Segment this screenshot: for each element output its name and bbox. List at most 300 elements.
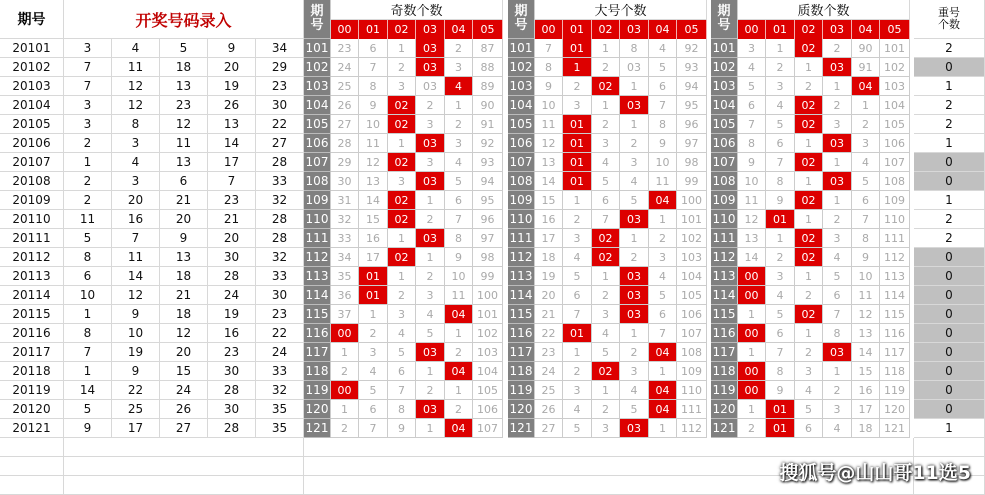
- miss-cell-big[interactable]: 2: [563, 77, 592, 96]
- draw-number[interactable]: 5: [64, 400, 112, 419]
- draw-number[interactable]: 3: [112, 134, 160, 153]
- draw-number[interactable]: 8: [64, 248, 112, 267]
- draw-number[interactable]: 14: [112, 267, 160, 286]
- repeat-count[interactable]: 2: [914, 115, 985, 134]
- miss-cell-big[interactable]: 15: [535, 191, 563, 210]
- miss-cell-big[interactable]: 1: [592, 267, 620, 286]
- miss-cell-prime[interactable]: 3: [823, 400, 852, 419]
- draw-number[interactable]: 1: [64, 153, 112, 172]
- miss-cell-odd[interactable]: 04: [445, 419, 473, 438]
- period-short-cell[interactable]: 109: [304, 191, 331, 210]
- period-cell[interactable]: 20108: [0, 172, 64, 191]
- miss-cell-big[interactable]: 3: [592, 305, 620, 324]
- miss-cell-big[interactable]: 4: [620, 172, 649, 191]
- miss-cell-odd[interactable]: 12: [359, 153, 388, 172]
- period-short-cell[interactable]: 115: [711, 305, 738, 324]
- miss-cell-prime[interactable]: 121: [880, 419, 910, 438]
- miss-cell-big[interactable]: 1: [649, 210, 677, 229]
- repeat-count[interactable]: 2: [914, 229, 985, 248]
- miss-cell-big[interactable]: 03: [620, 210, 649, 229]
- miss-cell-odd[interactable]: 5: [416, 324, 445, 343]
- miss-cell-prime[interactable]: 02: [795, 191, 823, 210]
- draw-number[interactable]: 26: [208, 96, 256, 115]
- miss-cell-prime[interactable]: 1: [823, 153, 852, 172]
- miss-cell-odd[interactable]: 9: [445, 248, 473, 267]
- period-short-cell[interactable]: 102: [304, 58, 331, 77]
- miss-cell-prime[interactable]: 1: [795, 210, 823, 229]
- miss-cell-prime[interactable]: 16: [852, 381, 880, 400]
- miss-cell-big[interactable]: 3: [620, 153, 649, 172]
- miss-cell-odd[interactable]: 26: [331, 96, 359, 115]
- miss-cell-odd[interactable]: 1: [416, 419, 445, 438]
- miss-cell-odd[interactable]: 37: [331, 305, 359, 324]
- period-short-cell[interactable]: 101: [508, 39, 535, 58]
- period-cell[interactable]: 20101: [0, 39, 64, 58]
- miss-cell-odd[interactable]: 3: [388, 77, 416, 96]
- miss-cell-odd[interactable]: 8: [359, 77, 388, 96]
- miss-cell-prime[interactable]: 3: [795, 362, 823, 381]
- draw-number[interactable]: 9: [160, 229, 208, 248]
- miss-cell-odd[interactable]: 03: [416, 343, 445, 362]
- draw-number[interactable]: 33: [256, 362, 304, 381]
- period-short-cell[interactable]: 109: [711, 191, 738, 210]
- miss-cell-big[interactable]: 94: [677, 77, 707, 96]
- miss-cell-prime[interactable]: 112: [880, 248, 910, 267]
- draw-number[interactable]: 21: [208, 210, 256, 229]
- miss-cell-prime[interactable]: 11: [852, 286, 880, 305]
- miss-cell-odd[interactable]: 101: [473, 305, 503, 324]
- miss-cell-odd[interactable]: 90: [473, 96, 503, 115]
- period-short-cell[interactable]: 113: [711, 267, 738, 286]
- miss-cell-big[interactable]: 100: [677, 191, 707, 210]
- period-short-cell[interactable]: 104: [711, 96, 738, 115]
- miss-cell-prime[interactable]: 5: [766, 305, 795, 324]
- miss-cell-odd[interactable]: 10: [445, 267, 473, 286]
- miss-cell-odd[interactable]: 5: [445, 172, 473, 191]
- miss-cell-odd[interactable]: 27: [331, 115, 359, 134]
- draw-number[interactable]: 16: [112, 210, 160, 229]
- miss-cell-prime[interactable]: 102: [880, 58, 910, 77]
- period-short-cell[interactable]: 110: [304, 210, 331, 229]
- miss-cell-prime[interactable]: 1: [795, 324, 823, 343]
- draw-number[interactable]: 32: [256, 248, 304, 267]
- period-cell[interactable]: 20112: [0, 248, 64, 267]
- draw-number[interactable]: 20: [208, 58, 256, 77]
- miss-cell-odd[interactable]: 1: [416, 362, 445, 381]
- miss-cell-prime[interactable]: 114: [880, 286, 910, 305]
- period-short-cell[interactable]: 103: [508, 77, 535, 96]
- period-short-cell[interactable]: 103: [711, 77, 738, 96]
- miss-cell-prime[interactable]: 02: [795, 39, 823, 58]
- miss-cell-odd[interactable]: 7: [359, 419, 388, 438]
- miss-cell-prime[interactable]: 7: [766, 153, 795, 172]
- miss-cell-big[interactable]: 1: [592, 381, 620, 400]
- miss-cell-big[interactable]: 4: [649, 39, 677, 58]
- miss-cell-prime[interactable]: 2: [766, 248, 795, 267]
- period-short-cell[interactable]: 117: [508, 343, 535, 362]
- miss-cell-big[interactable]: 4: [649, 267, 677, 286]
- repeat-count[interactable]: 0: [914, 381, 985, 400]
- miss-cell-odd[interactable]: 6: [388, 362, 416, 381]
- miss-cell-odd[interactable]: 23: [331, 39, 359, 58]
- miss-cell-odd[interactable]: 10: [359, 115, 388, 134]
- miss-cell-big[interactable]: 1: [620, 77, 649, 96]
- miss-cell-big[interactable]: 1: [563, 58, 592, 77]
- miss-cell-odd[interactable]: 33: [331, 229, 359, 248]
- miss-cell-big[interactable]: 9: [535, 77, 563, 96]
- miss-cell-big[interactable]: 5: [592, 172, 620, 191]
- draw-number[interactable]: 1: [64, 362, 112, 381]
- miss-cell-prime[interactable]: 3: [766, 77, 795, 96]
- period-cell[interactable]: 20117: [0, 343, 64, 362]
- miss-cell-big[interactable]: 3: [563, 229, 592, 248]
- repeat-count[interactable]: 0: [914, 153, 985, 172]
- miss-cell-odd[interactable]: 02: [388, 96, 416, 115]
- draw-number[interactable]: 20: [112, 191, 160, 210]
- miss-cell-prime[interactable]: 3: [738, 39, 766, 58]
- repeat-count[interactable]: 1: [914, 77, 985, 96]
- miss-cell-odd[interactable]: 00: [331, 324, 359, 343]
- period-short-cell[interactable]: 107: [711, 153, 738, 172]
- miss-cell-big[interactable]: 4: [563, 248, 592, 267]
- miss-cell-prime[interactable]: 2: [738, 419, 766, 438]
- miss-cell-prime[interactable]: 2: [823, 39, 852, 58]
- miss-cell-odd[interactable]: 7: [388, 381, 416, 400]
- draw-number[interactable]: 12: [112, 77, 160, 96]
- miss-cell-odd[interactable]: 2: [331, 419, 359, 438]
- period-cell[interactable]: 20111: [0, 229, 64, 248]
- miss-cell-prime[interactable]: 01: [766, 210, 795, 229]
- miss-cell-big[interactable]: 2: [592, 286, 620, 305]
- miss-cell-big[interactable]: 01: [563, 134, 592, 153]
- miss-cell-odd[interactable]: 11: [445, 286, 473, 305]
- draw-number[interactable]: 27: [160, 419, 208, 438]
- miss-cell-prime[interactable]: 04: [852, 77, 880, 96]
- miss-cell-odd[interactable]: 11: [359, 134, 388, 153]
- draw-number[interactable]: 9: [64, 419, 112, 438]
- period-short-cell[interactable]: 104: [304, 96, 331, 115]
- miss-cell-odd[interactable]: 17: [359, 248, 388, 267]
- period-short-cell[interactable]: 103: [304, 77, 331, 96]
- period-short-cell[interactable]: 110: [711, 210, 738, 229]
- miss-cell-big[interactable]: 5: [649, 58, 677, 77]
- miss-cell-big[interactable]: 1: [620, 115, 649, 134]
- draw-number[interactable]: 23: [160, 96, 208, 115]
- miss-cell-prime[interactable]: 5: [795, 400, 823, 419]
- miss-cell-big[interactable]: 7: [649, 324, 677, 343]
- miss-cell-big[interactable]: 11: [649, 172, 677, 191]
- miss-cell-prime[interactable]: 7: [766, 343, 795, 362]
- miss-cell-odd[interactable]: 1: [359, 305, 388, 324]
- draw-number[interactable]: 4: [112, 153, 160, 172]
- miss-cell-odd[interactable]: 2: [416, 210, 445, 229]
- miss-cell-prime[interactable]: 2: [795, 77, 823, 96]
- miss-cell-prime[interactable]: 13: [738, 229, 766, 248]
- draw-number[interactable]: 13: [160, 77, 208, 96]
- miss-cell-prime[interactable]: 03: [823, 58, 852, 77]
- miss-cell-odd[interactable]: 3: [359, 343, 388, 362]
- draw-number[interactable]: 12: [160, 115, 208, 134]
- miss-cell-odd[interactable]: 25: [331, 77, 359, 96]
- miss-cell-big[interactable]: 16: [535, 210, 563, 229]
- miss-cell-odd[interactable]: 04: [445, 305, 473, 324]
- miss-cell-prime[interactable]: 1: [738, 343, 766, 362]
- miss-cell-prime[interactable]: 1: [852, 96, 880, 115]
- period-short-cell[interactable]: 111: [711, 229, 738, 248]
- draw-number[interactable]: 35: [256, 419, 304, 438]
- period-cell[interactable]: 20114: [0, 286, 64, 305]
- miss-cell-prime[interactable]: 1: [795, 134, 823, 153]
- miss-cell-odd[interactable]: 95: [473, 191, 503, 210]
- miss-cell-big[interactable]: 103: [677, 248, 707, 267]
- period-short-cell[interactable]: 108: [711, 172, 738, 191]
- miss-cell-odd[interactable]: 01: [359, 267, 388, 286]
- draw-number[interactable]: 3: [64, 115, 112, 134]
- miss-cell-prime[interactable]: 2: [823, 381, 852, 400]
- period-short-cell[interactable]: 119: [711, 381, 738, 400]
- period-short-cell[interactable]: 101: [304, 39, 331, 58]
- miss-cell-big[interactable]: 7: [563, 305, 592, 324]
- miss-cell-big[interactable]: 02: [592, 77, 620, 96]
- draw-number[interactable]: 18: [160, 305, 208, 324]
- miss-cell-big[interactable]: 2: [563, 362, 592, 381]
- miss-cell-prime[interactable]: 105: [880, 115, 910, 134]
- miss-cell-odd[interactable]: 96: [473, 210, 503, 229]
- period-short-cell[interactable]: 102: [711, 58, 738, 77]
- miss-cell-odd[interactable]: 35: [331, 267, 359, 286]
- miss-cell-prime[interactable]: 1: [823, 191, 852, 210]
- draw-number[interactable]: 30: [208, 362, 256, 381]
- miss-cell-prime[interactable]: 2: [795, 286, 823, 305]
- draw-number[interactable]: 18: [160, 267, 208, 286]
- miss-cell-prime[interactable]: 4: [823, 419, 852, 438]
- draw-number[interactable]: 25: [112, 400, 160, 419]
- draw-number[interactable]: 24: [208, 286, 256, 305]
- miss-cell-prime[interactable]: 3: [823, 115, 852, 134]
- miss-cell-big[interactable]: 10: [649, 153, 677, 172]
- miss-cell-prime[interactable]: 03: [823, 172, 852, 191]
- draw-number[interactable]: 33: [256, 172, 304, 191]
- miss-cell-big[interactable]: 107: [677, 324, 707, 343]
- miss-cell-prime[interactable]: 2: [823, 210, 852, 229]
- miss-cell-prime[interactable]: 02: [795, 248, 823, 267]
- draw-number[interactable]: 24: [160, 381, 208, 400]
- miss-cell-big[interactable]: 99: [677, 172, 707, 191]
- miss-cell-odd[interactable]: 99: [473, 267, 503, 286]
- miss-cell-big[interactable]: 4: [592, 324, 620, 343]
- period-cell[interactable]: 20104: [0, 96, 64, 115]
- repeat-count[interactable]: 0: [914, 305, 985, 324]
- miss-cell-big[interactable]: 02: [592, 229, 620, 248]
- repeat-count[interactable]: 0: [914, 267, 985, 286]
- miss-cell-odd[interactable]: 2: [416, 267, 445, 286]
- miss-cell-big[interactable]: 01: [563, 172, 592, 191]
- miss-cell-odd[interactable]: 1: [445, 324, 473, 343]
- miss-cell-odd[interactable]: 13: [359, 172, 388, 191]
- miss-cell-odd[interactable]: 2: [445, 115, 473, 134]
- draw-number[interactable]: 20: [208, 229, 256, 248]
- miss-cell-prime[interactable]: 11: [738, 191, 766, 210]
- miss-cell-prime[interactable]: 02: [795, 305, 823, 324]
- miss-cell-big[interactable]: 11: [535, 115, 563, 134]
- miss-cell-big[interactable]: 1: [563, 191, 592, 210]
- miss-cell-prime[interactable]: 00: [738, 286, 766, 305]
- miss-cell-big[interactable]: 7: [592, 210, 620, 229]
- miss-cell-big[interactable]: 95: [677, 96, 707, 115]
- draw-number[interactable]: 35: [256, 400, 304, 419]
- miss-cell-big[interactable]: 01: [563, 324, 592, 343]
- draw-number[interactable]: 1: [64, 305, 112, 324]
- period-short-cell[interactable]: 118: [508, 362, 535, 381]
- draw-number[interactable]: 3: [112, 172, 160, 191]
- period-cell[interactable]: 20115: [0, 305, 64, 324]
- miss-cell-big[interactable]: 25: [535, 381, 563, 400]
- miss-cell-prime[interactable]: 3: [823, 229, 852, 248]
- miss-cell-big[interactable]: 2: [620, 343, 649, 362]
- miss-cell-odd[interactable]: 6: [445, 191, 473, 210]
- repeat-count[interactable]: 1: [914, 191, 985, 210]
- miss-cell-big[interactable]: 97: [677, 134, 707, 153]
- period-short-cell[interactable]: 106: [304, 134, 331, 153]
- miss-cell-big[interactable]: 02: [592, 362, 620, 381]
- miss-cell-big[interactable]: 1: [592, 96, 620, 115]
- miss-cell-prime[interactable]: 1: [823, 77, 852, 96]
- period-cell[interactable]: 20103: [0, 77, 64, 96]
- miss-cell-odd[interactable]: 102: [473, 324, 503, 343]
- draw-number[interactable]: 7: [64, 58, 112, 77]
- miss-cell-odd[interactable]: 3: [445, 134, 473, 153]
- period-short-cell[interactable]: 112: [304, 248, 331, 267]
- draw-number[interactable]: 30: [208, 400, 256, 419]
- miss-cell-big[interactable]: 18: [535, 248, 563, 267]
- miss-cell-prime[interactable]: 17: [852, 400, 880, 419]
- miss-cell-prime[interactable]: 01: [766, 400, 795, 419]
- period-cell[interactable]: 20116: [0, 324, 64, 343]
- draw-number[interactable]: 21: [160, 191, 208, 210]
- miss-cell-prime[interactable]: 6: [795, 419, 823, 438]
- miss-cell-prime[interactable]: 3: [852, 134, 880, 153]
- draw-number[interactable]: 19: [208, 77, 256, 96]
- draw-number[interactable]: 16: [208, 324, 256, 343]
- miss-cell-big[interactable]: 6: [649, 77, 677, 96]
- period-short-cell[interactable]: 117: [711, 343, 738, 362]
- miss-cell-prime[interactable]: 03: [823, 134, 852, 153]
- miss-cell-odd[interactable]: 105: [473, 381, 503, 400]
- miss-cell-odd[interactable]: 1: [331, 400, 359, 419]
- period-short-cell[interactable]: 111: [508, 229, 535, 248]
- draw-number[interactable]: 18: [160, 58, 208, 77]
- miss-cell-odd[interactable]: 02: [388, 153, 416, 172]
- miss-cell-big[interactable]: 6: [563, 286, 592, 305]
- miss-cell-odd[interactable]: 3: [388, 172, 416, 191]
- miss-cell-odd[interactable]: 34: [331, 248, 359, 267]
- draw-number[interactable]: 22: [256, 115, 304, 134]
- draw-number[interactable]: 11: [64, 210, 112, 229]
- miss-cell-big[interactable]: 2: [563, 210, 592, 229]
- miss-cell-big[interactable]: 93: [677, 58, 707, 77]
- miss-cell-prime[interactable]: 8: [852, 229, 880, 248]
- miss-cell-prime[interactable]: 12: [852, 305, 880, 324]
- miss-cell-odd[interactable]: 03: [416, 134, 445, 153]
- miss-cell-big[interactable]: 3: [563, 381, 592, 400]
- period-short-cell[interactable]: 112: [711, 248, 738, 267]
- miss-cell-odd[interactable]: 28: [331, 134, 359, 153]
- miss-cell-odd[interactable]: 02: [388, 210, 416, 229]
- miss-cell-big[interactable]: 106: [677, 305, 707, 324]
- miss-cell-odd[interactable]: 100: [473, 286, 503, 305]
- miss-cell-big[interactable]: 04: [649, 381, 677, 400]
- period-short-cell[interactable]: 106: [711, 134, 738, 153]
- draw-number[interactable]: 27: [256, 134, 304, 153]
- miss-cell-prime[interactable]: 4: [766, 286, 795, 305]
- miss-cell-big[interactable]: 105: [677, 286, 707, 305]
- period-short-cell[interactable]: 121: [508, 419, 535, 438]
- miss-cell-big[interactable]: 109: [677, 362, 707, 381]
- miss-cell-prime[interactable]: 110: [880, 210, 910, 229]
- miss-cell-prime[interactable]: 00: [738, 362, 766, 381]
- draw-number[interactable]: 5: [64, 229, 112, 248]
- draw-number[interactable]: 7: [64, 343, 112, 362]
- miss-cell-odd[interactable]: 9: [388, 419, 416, 438]
- draw-number[interactable]: 22: [112, 381, 160, 400]
- miss-cell-odd[interactable]: 88: [473, 58, 503, 77]
- draw-number[interactable]: 2: [64, 172, 112, 191]
- miss-cell-big[interactable]: 01: [563, 39, 592, 58]
- miss-cell-big[interactable]: 01: [563, 153, 592, 172]
- miss-cell-prime[interactable]: 120: [880, 400, 910, 419]
- miss-cell-odd[interactable]: 104: [473, 362, 503, 381]
- miss-cell-big[interactable]: 03: [620, 286, 649, 305]
- period-short-cell[interactable]: 105: [304, 115, 331, 134]
- period-short-cell[interactable]: 116: [508, 324, 535, 343]
- draw-number[interactable]: 12: [112, 96, 160, 115]
- miss-cell-odd[interactable]: 4: [359, 362, 388, 381]
- period-short-cell[interactable]: 117: [304, 343, 331, 362]
- draw-number[interactable]: 13: [208, 115, 256, 134]
- miss-cell-big[interactable]: 13: [535, 153, 563, 172]
- period-cell[interactable]: 20106: [0, 134, 64, 153]
- miss-cell-prime[interactable]: 4: [766, 96, 795, 115]
- miss-cell-odd[interactable]: 2: [359, 324, 388, 343]
- period-short-cell[interactable]: 121: [711, 419, 738, 438]
- period-short-cell[interactable]: 114: [304, 286, 331, 305]
- miss-cell-prime[interactable]: 1: [766, 229, 795, 248]
- miss-cell-big[interactable]: 3: [649, 248, 677, 267]
- repeat-count[interactable]: 0: [914, 286, 985, 305]
- miss-cell-odd[interactable]: 8: [388, 400, 416, 419]
- draw-number[interactable]: 32: [256, 191, 304, 210]
- miss-cell-big[interactable]: 6: [649, 305, 677, 324]
- draw-number[interactable]: 15: [160, 362, 208, 381]
- draw-number[interactable]: 29: [256, 58, 304, 77]
- miss-cell-prime[interactable]: 8: [766, 362, 795, 381]
- draw-number[interactable]: 17: [112, 419, 160, 438]
- miss-cell-big[interactable]: 03: [620, 305, 649, 324]
- miss-cell-odd[interactable]: 2: [388, 58, 416, 77]
- draw-number[interactable]: 10: [112, 324, 160, 343]
- repeat-count[interactable]: 0: [914, 362, 985, 381]
- miss-cell-prime[interactable]: 1: [795, 58, 823, 77]
- period-cell[interactable]: 20121: [0, 419, 64, 438]
- miss-cell-prime[interactable]: 111: [880, 229, 910, 248]
- period-cell[interactable]: 20107: [0, 153, 64, 172]
- miss-cell-odd[interactable]: 106: [473, 400, 503, 419]
- miss-cell-odd[interactable]: 16: [359, 229, 388, 248]
- draw-number[interactable]: 28: [256, 210, 304, 229]
- miss-cell-prime[interactable]: 108: [880, 172, 910, 191]
- miss-cell-odd[interactable]: 03: [416, 400, 445, 419]
- period-short-cell[interactable]: 107: [304, 153, 331, 172]
